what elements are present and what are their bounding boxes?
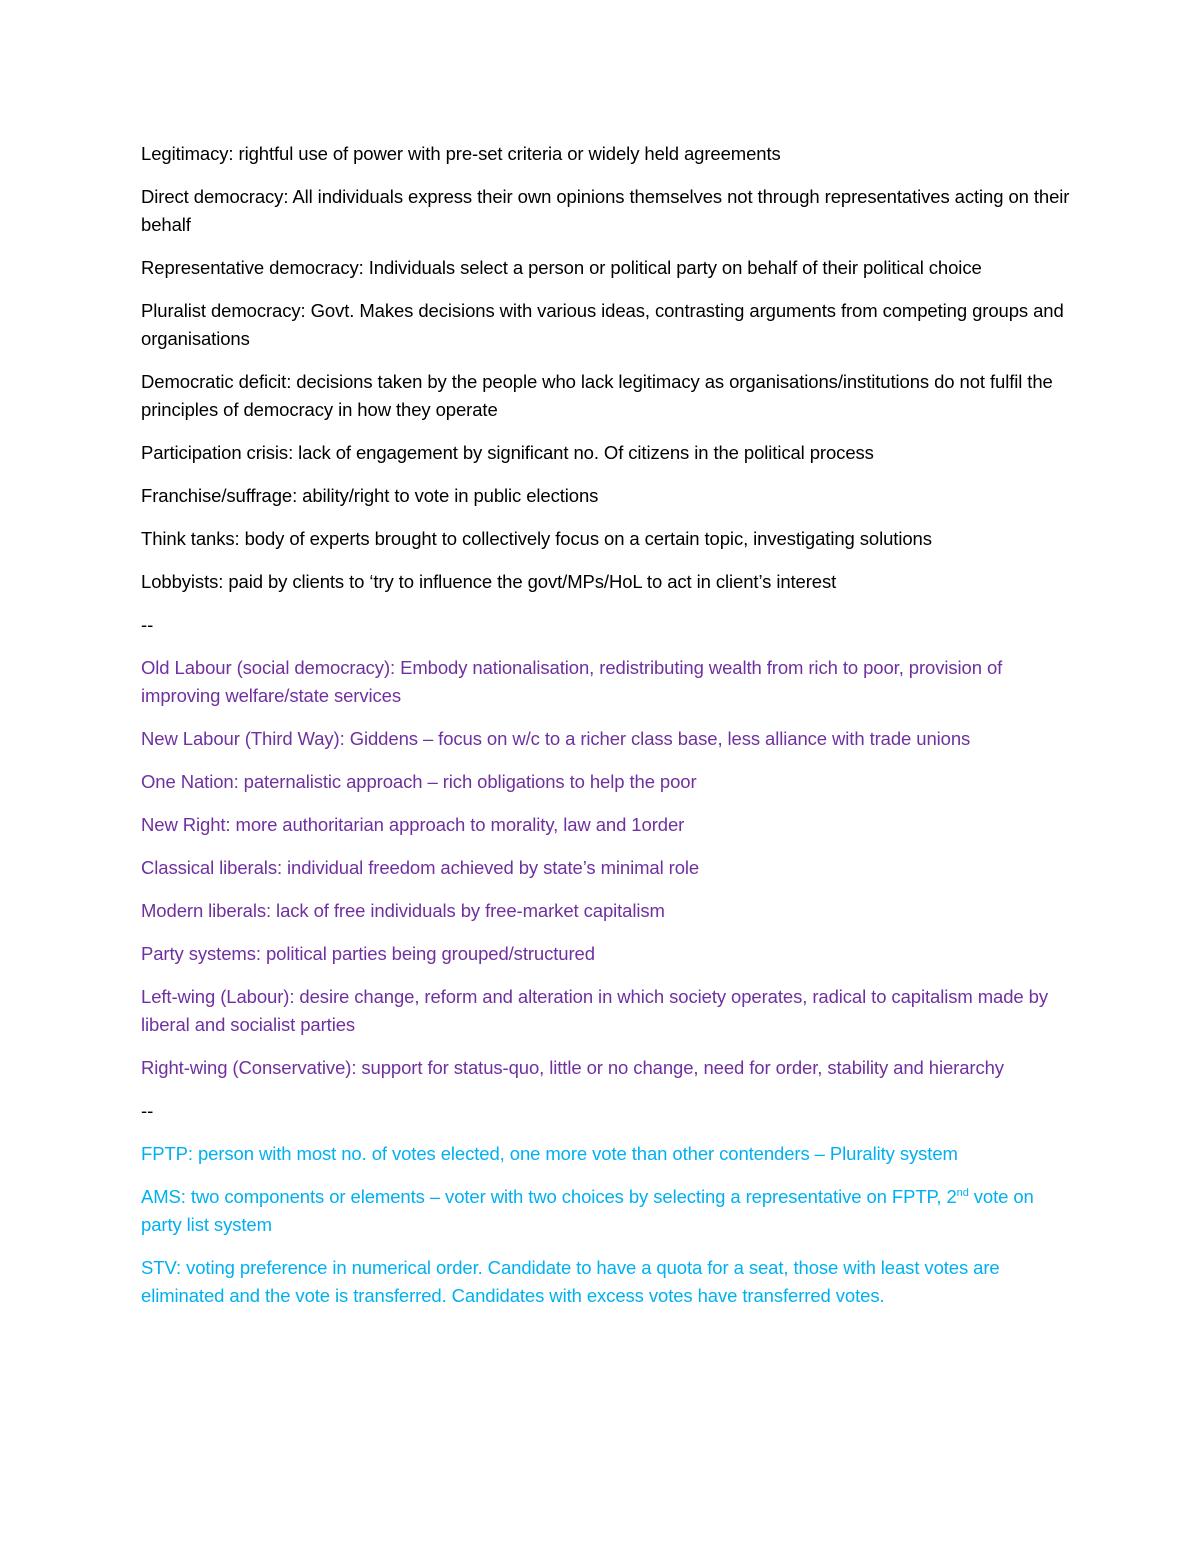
definition-right-wing: Right-wing (Conservative): support for status-quo, little or no change, need for order, stability and hierarchy (141, 1057, 1004, 1078)
section-separator: -- (141, 614, 154, 635)
definition-stv: STV: voting preference in numerical order. Candidate to have a quota for a seat, those with least votes are eliminated and the vote is transferred. Candidates with excess votes have transferred votes. (141, 1257, 1000, 1306)
section-separator: -- (141, 1100, 154, 1121)
definition-modern-liberals: Modern liberals: lack of free individuals by free-market capitalism (141, 900, 665, 921)
definition-classical-liberals: Classical liberals: individual freedom achieved by state’s minimal role (141, 857, 700, 878)
definition-one-nation: One Nation: paternalistic approach – rich obligations to help the poor (141, 771, 697, 792)
definition-ams (141, 1183, 1071, 1239)
definition-party-systems: Party systems: political parties being grouped/structured (141, 943, 595, 964)
definition-old-labour: Old Labour (social democracy): Embody nationalisation, redistributing wealth from rich to poor, provision of improving welfare/state services (141, 657, 1003, 706)
definition-participation-crisis: Participation crisis: lack of engagement by significant no. Of citizens in the political process (141, 442, 874, 463)
definition-franchise: Franchise/suffrage: ability/right to vote in public elections (141, 485, 599, 506)
definition-fptp: FPTP: person with most no. of votes elected, one more vote than other contenders – Plurality system (141, 1143, 958, 1164)
ams-superscript: nd (956, 1186, 969, 1199)
definition-lobbyists: Lobbyists: paid by clients to ‘try to influence the govt/MPs/HoL to act in client’s interest (141, 571, 837, 592)
ams-text-part1: AMS: two components or elements – voter with two choices by selecting a representative on FPTP, 2 (141, 1186, 957, 1207)
definition-pluralist-democracy: Pluralist democracy: Govt. Makes decisions with various ideas, contrasting arguments from competing groups and organisations (141, 300, 1064, 349)
ams-text-part2: vote on party list system (141, 1186, 1034, 1235)
definition-new-right: New Right: more authoritarian approach to morality, law and 1order (141, 814, 685, 835)
definition-democratic-deficit: Democratic deficit: decisions taken by the people who lack legitimacy as organisations/institutions do not fulfil the principles of democracy in how they operate (141, 371, 1053, 420)
document-body (141, 140, 1071, 1325)
definition-direct-democracy: Direct democracy: All individuals express their own opinions themselves not through representatives acting on their behalf (141, 186, 1070, 235)
definition-left-wing: Left-wing (Labour): desire change, reform and alteration in which society operates, radical to capitalism made by liberal and socialist parties (141, 986, 1048, 1035)
definition-think-tanks: Think tanks: body of experts brought to collectively focus on a certain topic, investigating solutions (141, 528, 932, 549)
definition-representative-democracy: Representative democracy: Individuals select a person or political party on behalf of their political choice (141, 257, 982, 278)
definition-legitimacy: Legitimacy: rightful use of power with pre-set criteria or widely held agreements (141, 143, 781, 164)
definition-new-labour: New Labour (Third Way): Giddens – focus on w/c to a richer class base, less alliance with trade unions (141, 728, 971, 749)
